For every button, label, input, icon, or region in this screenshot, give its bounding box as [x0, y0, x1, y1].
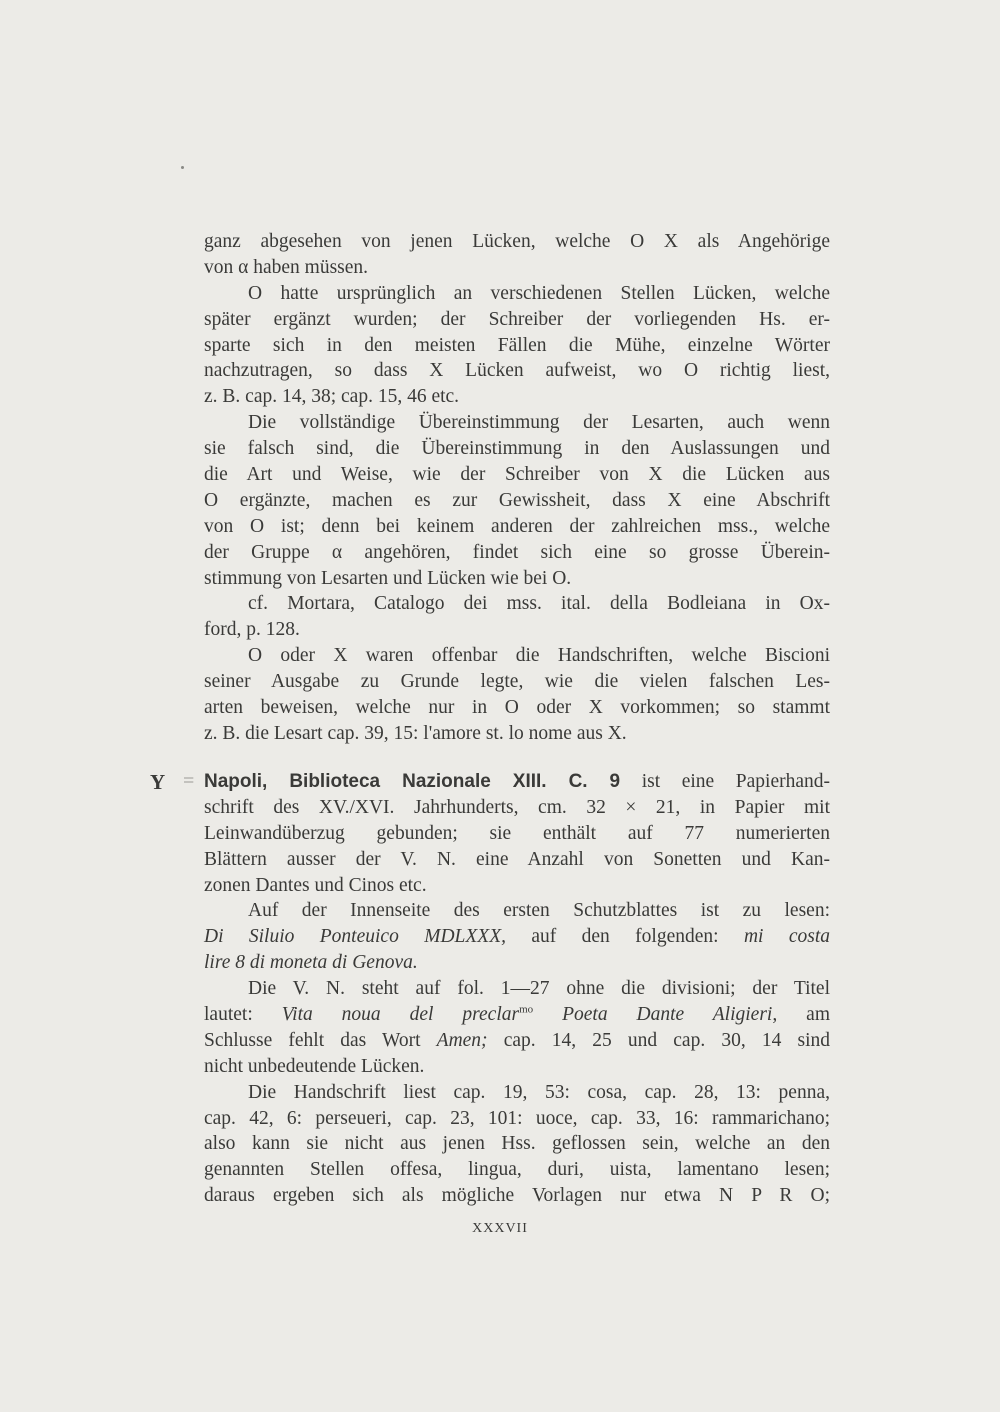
text-line: sparte sich in den meisten Fällen die Mühe, einzelne Wörter [204, 334, 830, 356]
text-line: zonen Dantes und Cinos etc. [204, 874, 427, 896]
text-line: Blättern ausser der V. N. eine Anzahl von Sonetten und Kan- [204, 848, 830, 870]
text-line: ford, p. 128. [204, 619, 300, 641]
text-line: seiner Ausgabe zu Grunde legte, wie die vielen falschen Les- [204, 671, 830, 693]
text-line: Leinwandüberzug gebunden; sie enthält auf 77 numerierten [204, 822, 830, 844]
text-line: der Gruppe α angehören, findet sich eine so grosse Überein- [204, 541, 830, 563]
text-line: von O ist; denn bei keinem anderen der zahlreichen mss., welche [204, 515, 830, 537]
text-line: Di Siluio Ponteuico MDLXXX, auf den folgenden: mi costa [204, 926, 830, 948]
text-line: von α haben müssen. [204, 256, 369, 278]
equals-sign: = [183, 770, 195, 792]
manuscript-siglum: Y [150, 770, 166, 794]
page-number: XXXVII [472, 1221, 528, 1236]
text-line: sie falsch sind, die Übereinstimmung in den Auslassungen und [204, 438, 830, 460]
text-line: nachzutragen, so dass X Lücken aufweist, wo O richtig liest, [204, 360, 830, 382]
text-line: O oder X waren offenbar die Handschriften, welche Biscioni [248, 645, 830, 667]
text-line: Schlusse fehlt das Wort Amen; cap. 14, 25 und cap. 30, 14 sind [204, 1029, 830, 1051]
text-column-lower [204, 769, 830, 1209]
text-line: z. B. die Lesart cap. 39, 15: l'amore st. lo nome aus X. [204, 722, 627, 744]
text-line: O hatte ursprünglich an verschiedenen Stellen Lücken, welche [248, 282, 830, 304]
text-line: Die vollständige Übereinstimmung der Lesarten, auch wenn [248, 412, 830, 434]
text-line: daraus ergeben sich als mögliche Vorlagen nur etwa N P R O; [204, 1185, 830, 1207]
text-line: arten beweisen, welche nur in O oder X vorkommen; so stammt [204, 697, 830, 719]
text-line: genannten Stellen offesa, lingua, duri, uista, lamentano lesen; [204, 1159, 830, 1181]
paper-speck [181, 166, 184, 169]
text-column-upper [204, 229, 830, 747]
text-line: später ergänzt wurden; der Schreiber der vorliegenden Hs. er- [204, 308, 830, 330]
text-line: ganz abgesehen von jenen Lücken, welche O X als Angehörige [204, 231, 830, 252]
text-line: stimmung von Lesarten und Lücken wie bei O. [204, 567, 572, 589]
text-line: Auf der Innenseite des ersten Schutzblattes ist zu lesen: [248, 900, 830, 922]
text-line: O ergänzte, machen es zur Gewissheit, dass X eine Abschrift [204, 489, 830, 511]
text-line: also kann sie nicht aus jenen Hss. geflossen sein, welche an den [204, 1133, 830, 1155]
text-line: cf. Mortara, Catalogo dei mss. ital. della Bodleiana in Ox- [248, 593, 830, 615]
text-line: z. B. cap. 14, 38; cap. 15, 46 etc. [204, 386, 460, 408]
text-line: Die Handschrift liest cap. 19, 53: cosa, cap. 28, 13: penna, [248, 1081, 830, 1103]
library-name: Napoli, Biblioteca Nazionale XIII. C. 9 [204, 771, 621, 792]
text-line: lautet: Vita noua del preclar$^{mo}$ Poeta Dante Aligieri, am [204, 1003, 830, 1026]
entry-first-line: Napoli, Biblioteca Nazionale XIII. C. 9 ist eine Papierhand- [204, 771, 830, 792]
text-line: cap. 42, 6: perseueri, cap. 23, 101: uoce, cap. 33, 16: rammarichano; [204, 1107, 830, 1129]
text-line: Die V. N. steht auf fol. 1—27 ohne die divisioni; der Titel [248, 978, 830, 1000]
text-line: die Art und Weise, wie der Schreiber von X die Lücken aus [204, 464, 830, 486]
text-line: nicht unbedeutende Lücken. [204, 1055, 425, 1077]
text-line: schrift des XV./XVI. Jahrhunderts, cm. 32 × 21, in Papier mit [204, 796, 830, 818]
text-line: lire 8 di moneta di Genova. [204, 952, 418, 974]
